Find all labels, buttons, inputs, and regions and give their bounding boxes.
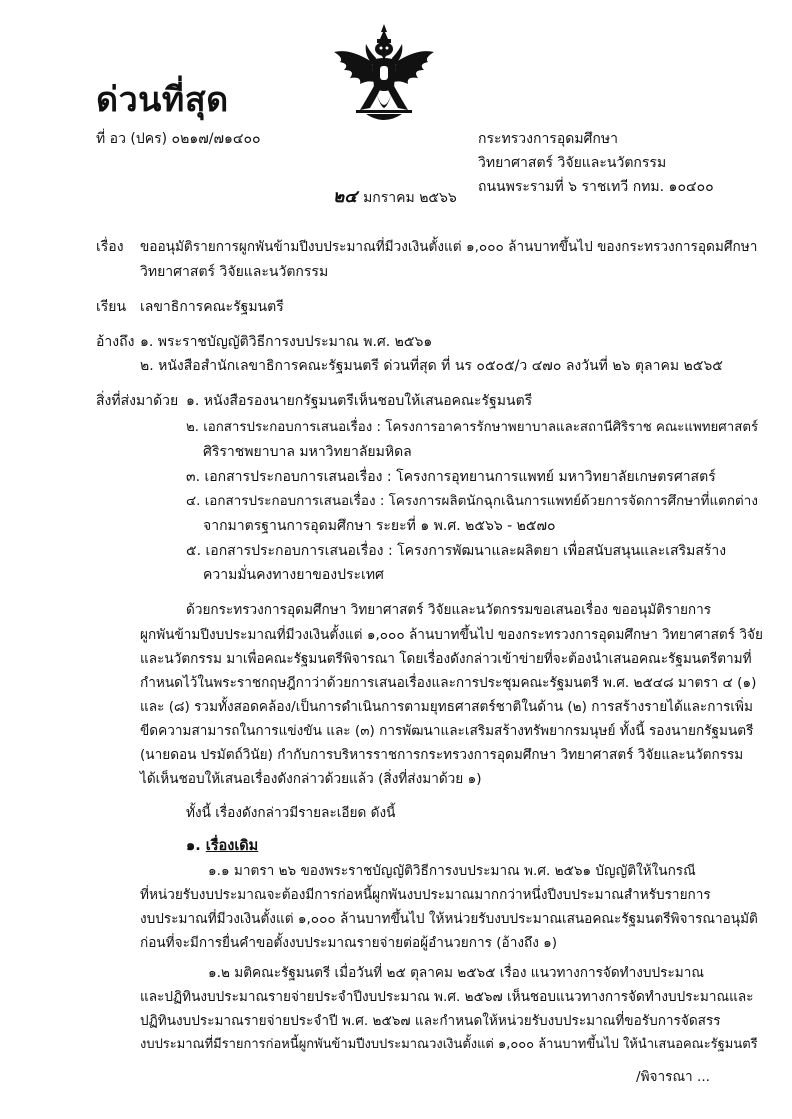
paragraph-2: ทั้งนี้ เรื่องดังกล่าวมีรายละเอียด ดังนี้ — [186, 805, 396, 821]
paragraph-1-line-4: กำหนดไว้ในพระราชกฤษฎีกาว่าด้วยการเสนอเรื่องและการประชุมคณะรัฐมนตรี พ.ศ. ๒๕๔๘ มาตรา ๔ (๑) — [140, 675, 757, 691]
paragraph-3-line-3: งบประมาณที่มีวงเงินตั้งแต่ ๑,๐๐๐ ล้านบาทขึ้นไป ให้หน่วยรับงบประมาณเสนอคณะรัฐมนตรีพิจารณาอนุมัติ — [140, 911, 758, 927]
continuation-marker: /พิจารณา ... — [636, 1069, 710, 1085]
enclosures-label: สิ่งที่ส่งมาด้วย — [96, 393, 179, 409]
document-date — [333, 186, 457, 209]
paragraph-4-line-2: และปฏิทินงบประมาณรายจ่ายประจำปีงบประมาณ พ.ศ. ๒๕๖๗ เห็นชอบแนวทางการจัดทำงบประมาณและ — [140, 989, 754, 1005]
date-month-year: มกราคม ๒๕๖๖ — [363, 190, 457, 206]
subject-label: เรื่อง — [96, 239, 124, 255]
paragraph-1-line-1: ด้วยกระทรวงการอุดมศึกษา วิทยาศาสตร์ วิจัยและนวัตกรรมขอเสนอเรื่อง ขออนุมัติรายการ — [186, 602, 712, 618]
enclosure-item-4-cont: จากมาตรฐานการอุดมศึกษา ระยะที่ ๑ พ.ศ. ๒๕๖๖ - ๒๕๗๐ — [203, 518, 556, 534]
enclosure-item-5-cont: ความมั่นคงทางยาของประเทศ — [203, 567, 384, 583]
enclosure-item-2-cont: ศิริราชพยาบาล มหาวิทยาลัยมหิดล — [203, 444, 412, 460]
reference-item-2: ๒. หนังสือสำนักเลขาธิการคณะรัฐมนตรี ด่วนที่สุด ที่ นร ๐๕๐๕/ว ๔๗๐ ลงวันที่ ๒๖ ตุลาคม ๒๕๖๕ — [140, 358, 723, 374]
paragraph-1-line-3: และนวัตกรรม มาเพื่อคณะรัฐมนตรีพิจารณา โดยเรื่องดังกล่าวเข้าข่ายที่จะต้องนำเสนอคณะรัฐมนตรีตามที่ — [140, 651, 752, 667]
section-1-number: ๑. — [186, 838, 201, 854]
section-1-heading — [186, 837, 258, 857]
section-1-title: เรื่องเดิม — [205, 838, 259, 854]
address-line-1: กระทรวงการอุดมศึกษา — [478, 131, 618, 147]
paragraph-4-line-1: ๑.๒ มติคณะรัฐมนตรี เมื่อวันที่ ๒๕ ตุลาคม ๒๕๖๕ เรื่อง แนวทางการจัดทำงบประมาณ — [208, 965, 704, 981]
garuda-emblem-icon — [330, 22, 438, 126]
reference-label: อ้างถึง — [96, 334, 135, 350]
paragraph-1-line-5: และ (๘) รวมทั้งสอดคล้อง/เป็นการดำเนินการตามยุทธศาสตร์ชาติในด้าน (๒) การสร้างรายได้และการเพิ่ม — [140, 699, 753, 715]
address-line-2: วิทยาศาสตร์ วิจัยและนวัตกรรม — [478, 155, 667, 171]
address-line-3: ถนนพระรามที่ ๖ ราชเทวี กทม. ๑๐๔๐๐ — [478, 179, 714, 195]
paragraph-1-line-8: ได้เห็นชอบให้เสนอเรื่องดังกล่าวด้วยแล้ว (สิ่งที่ส่งมาด้วย ๑) — [140, 771, 482, 787]
paragraph-4-line-3: ปฏิทินงบประมาณรายจ่ายประจำปี พ.ศ. ๒๕๖๗ และกำหนดให้หน่วยรับงบประมาณที่ขอรับการจัดสรร — [140, 1013, 721, 1029]
paragraph-1-line-7: (นายดอน ปรมัตถ์วินัย) กำกับการบริหารราชการกระทรวงการอุดมศึกษา วิทยาศาสตร์ วิจัยและนวัตกรรม — [140, 747, 744, 763]
recipient-value: เลขาธิการคณะรัฐมนตรี — [140, 299, 284, 315]
paragraph-3-line-4: ก่อนที่จะมีการยื่นคำขอตั้งงบประมาณรายจ่ายต่อผู้อำนวยการ (อ้างถึง ๑) — [140, 935, 558, 951]
urgency-heading: ด่วนที่สุด — [96, 80, 229, 120]
paragraph-3-line-1: ๑.๑ มาตรา ๒๖ ของพระราชบัญญัติวิธีการงบประมาณ พ.ศ. ๒๕๖๑ บัญญัติให้ในกรณี — [208, 863, 696, 879]
paragraph-1-line-2: ผูกพันข้ามปีงบประมาณที่มีวงเงินตั้งแต่ ๑,๐๐๐ ล้านบาทขึ้นไป ของกระทรวงการอุดมศึกษา วิทยาศาสตร์ วิจัย — [140, 627, 763, 643]
date-day: ๒๔ — [333, 187, 358, 207]
paragraph-1-line-6: ขีดความสามารถในการแข่งขัน และ (๓) การพัฒนาและเสริมสร้างทรัพยากรมนุษย์ ทั้งนี้ รองนายกรัฐมนตรี — [140, 723, 754, 739]
document-number: ที่ อว (ปคร) ๐๒๑๗/๗๑๔๐๐ — [96, 131, 261, 147]
recipient-label: เรียน — [96, 299, 127, 315]
subject-line-2: วิทยาศาสตร์ วิจัยและนวัตกรรม — [140, 264, 329, 280]
enclosure-item-4: ๔. เอกสารประกอบการเสนอเรื่อง : โครงการผลิตนักฉุกเฉินการแพทย์ด้วยการจัดการศึกษาที่แตกต่าง — [186, 494, 758, 509]
paragraph-3-line-2: ที่หน่วยรับงบประมาณจะต้องมีการก่อหนี้ผูกพันงบประมาณมากกว่าหนึ่งปีงบประมาณสำหรับรายการ — [140, 887, 711, 903]
enclosure-item-2: ๒. เอกสารประกอบการเสนอเรื่อง : โครงการอาคารรักษาพยาบาลและสถานีศิริราช คณะแพทยศาสตร์ — [186, 420, 759, 435]
enclosure-item-1: ๑. หนังสือรองนายกรัฐมนตรีเห็นชอบให้เสนอคณะรัฐมนตรี — [186, 393, 533, 409]
enclosure-item-5: ๕. เอกสารประกอบการเสนอเรื่อง : โครงการพัฒนาและผลิตยา เพื่อสนับสนุนและเสริมสร้าง — [186, 543, 727, 559]
subject-line-1: ขออนุมัติรายการผูกพันข้ามปีงบประมาณที่มีวงเงินตั้งแต่ ๑,๐๐๐ ล้านบาทขึ้นไป ของกระทรวงการอุดมศึกษา — [140, 239, 758, 255]
paragraph-4-line-4: งบประมาณที่มีรายการก่อหนี้ผูกพันข้ามปีงบประมาณวงเงินตั้งแต่ ๑,๐๐๐ ล้านบาทขึ้นไป ให้นำเสนอคณะรัฐมนตรี — [140, 1037, 758, 1052]
reference-item-1: ๑. พระราชบัญญัติวิธีการงบประมาณ พ.ศ. ๒๕๖๑ — [140, 334, 433, 350]
enclosure-item-3: ๓. เอกสารประกอบการเสนอเรื่อง : โครงการอุทยานการแพทย์ มหาวิทยาลัยเกษตรศาสตร์ — [186, 469, 716, 485]
